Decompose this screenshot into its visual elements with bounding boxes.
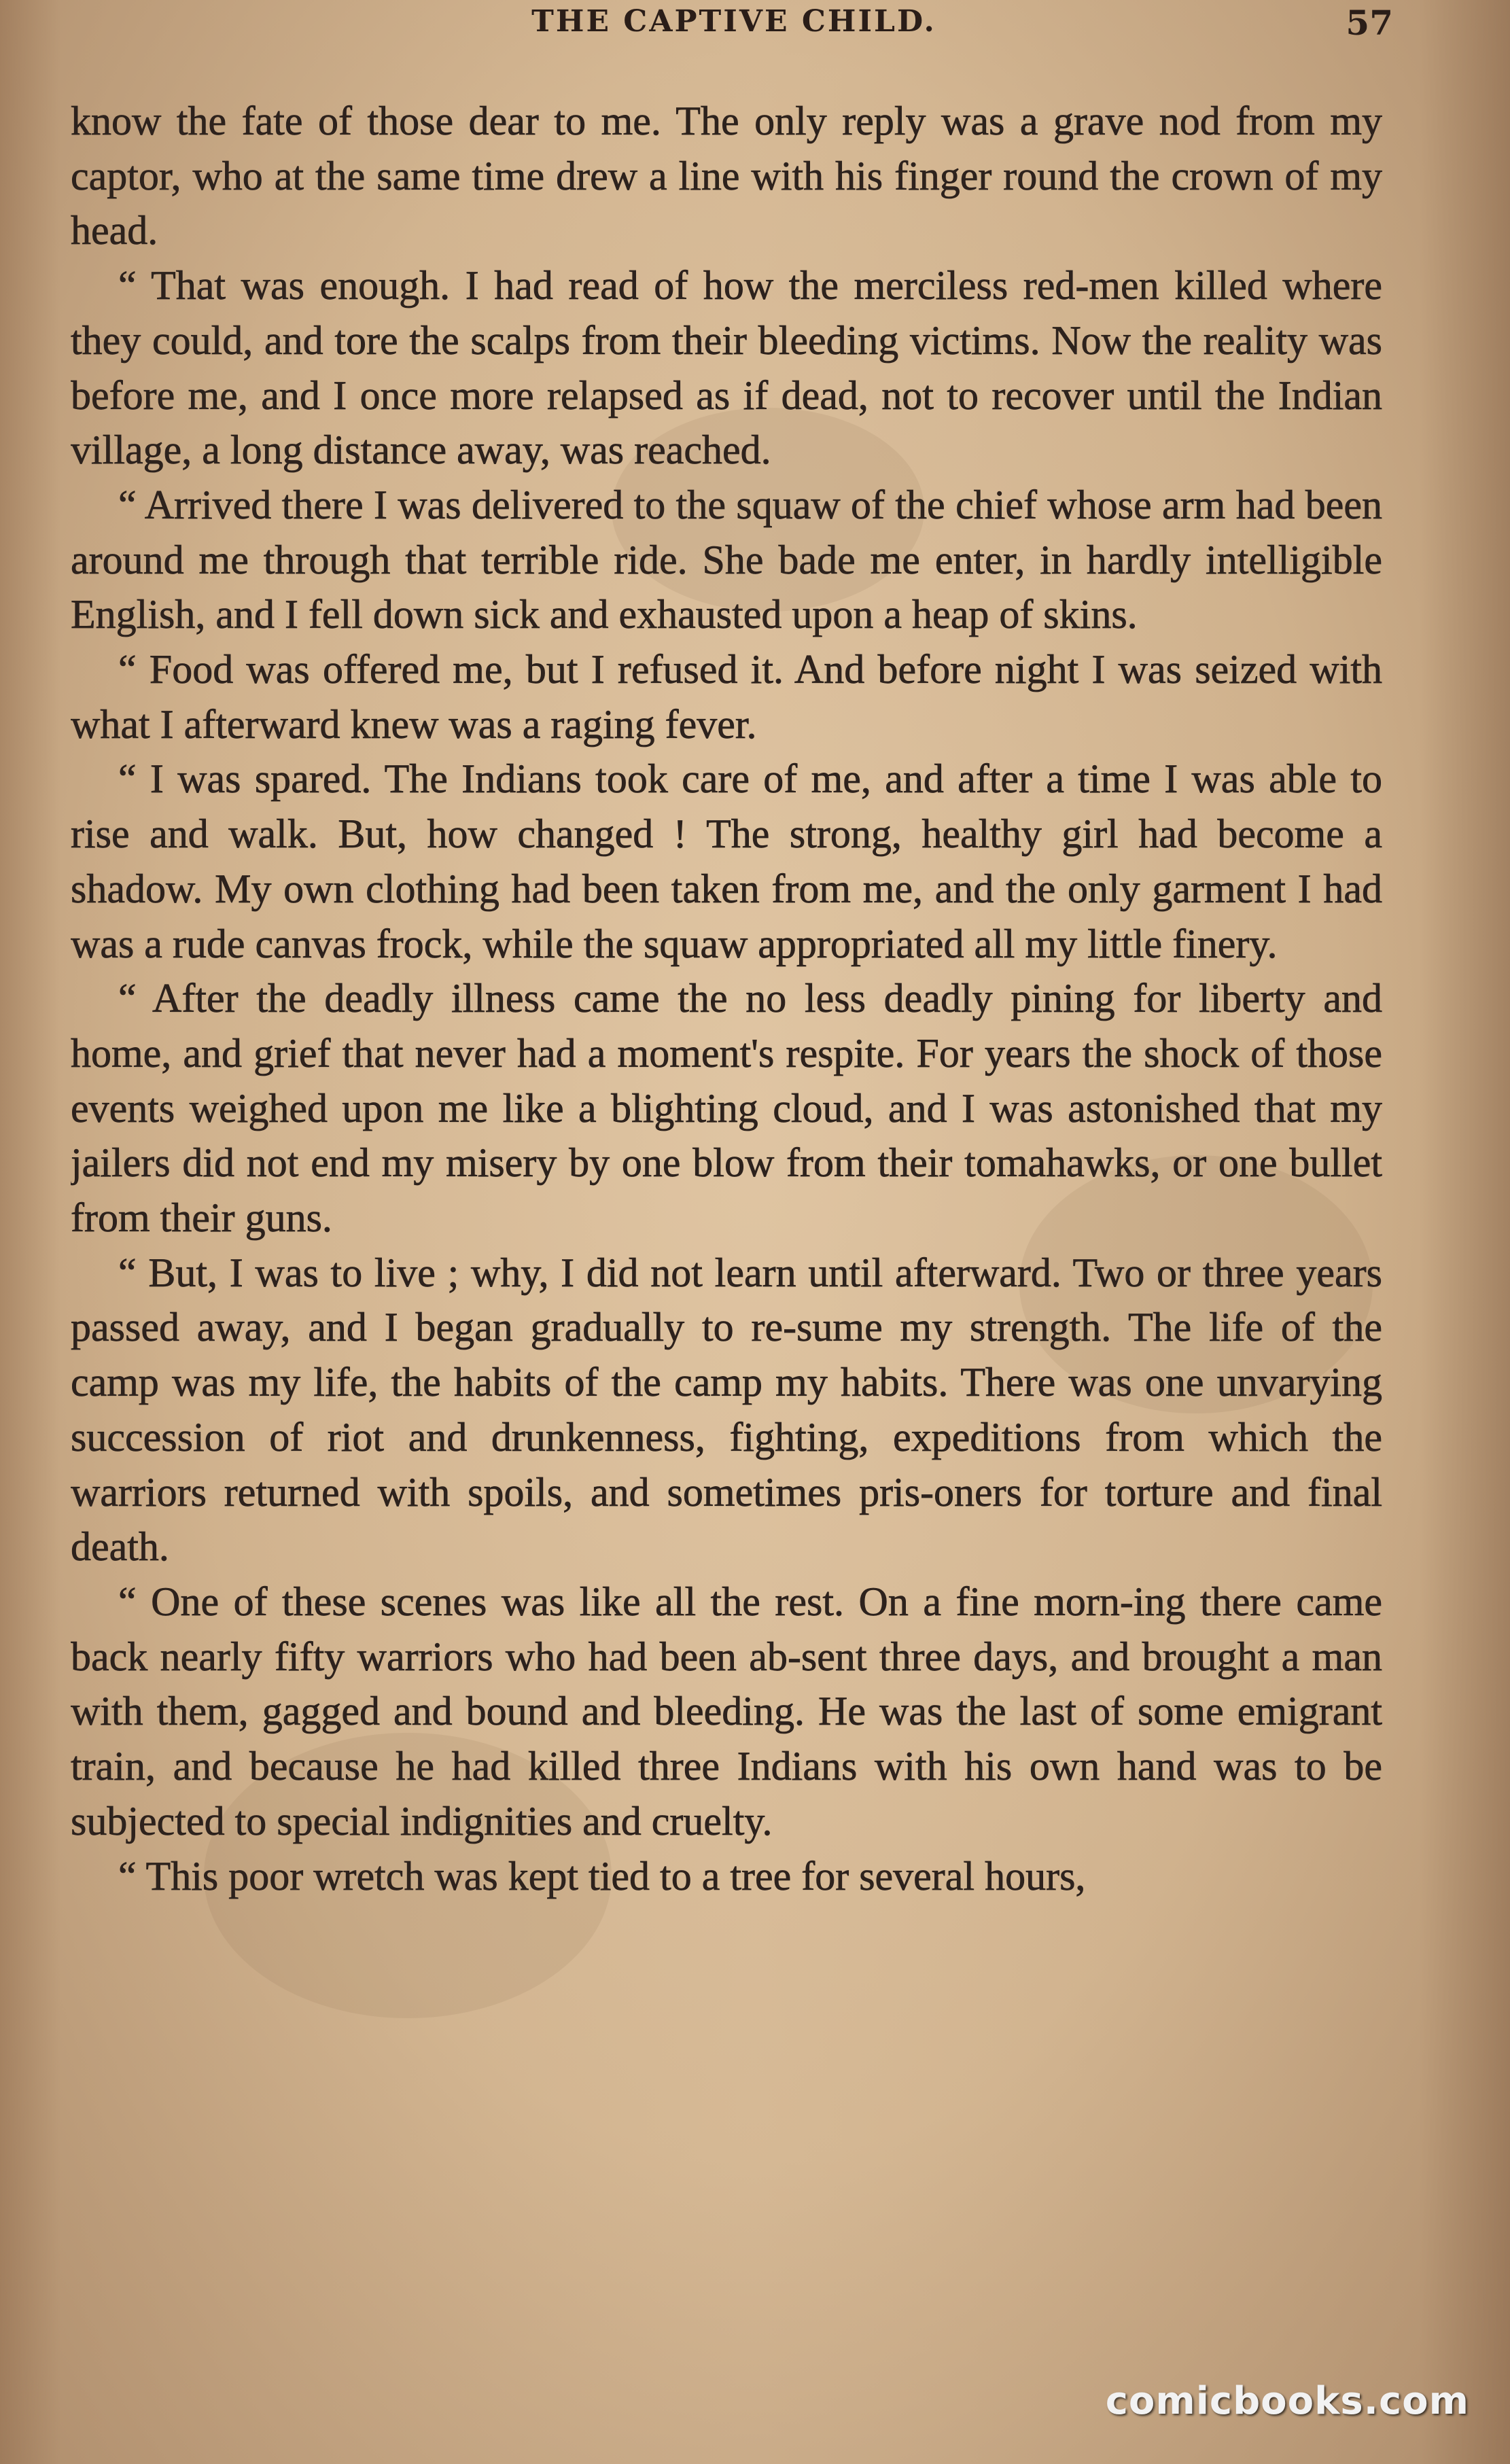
running-title: THE CAPTIVE CHILD. (531, 4, 936, 39)
page-header (75, 3, 1393, 43)
page-number: 57 (1346, 3, 1393, 43)
paragraph: “ But, I was to live ; why, I did not learn until afterward. Two or three years passed away, and I began gradually to re-sume my strength. The life of the camp was my life, the habits of the camp my habits. There was one unvarying succession of riot and drunkenness, fighting, expeditions from which the warriors returned with spoils, and sometimes pris-oners for torture and final death. (71, 1250, 1382, 1570)
body-text (71, 94, 1382, 2309)
paragraph: “ That was enough. I had read of how the merciless red-men killed where they could, and tore the scalps from their bleeding victims. Now the reality was before me, and I once more relapsed as if dead, not to recover until the Indian village, a long distance away, was reached. (71, 263, 1382, 473)
paragraph: “ Arrived there I was delivered to the squaw of the chief whose arm had been around me through that terrible ride. She bade me enter, in hardly intelligible English, and I fell down sick and exhausted upon a heap of skins. (71, 482, 1382, 637)
paragraph: know the fate of those dear to me. The only reply was a grave nod from my captor, who at the same time drew a line with his finger round the crown of my head. (71, 99, 1382, 253)
paragraph: “ One of these scenes was like all the rest. On a fine morn-ing there came back nearly fifty warriors who had been ab-sent three days, and brought a man with them, gagged and bound and bleeding. He was the last of some emigrant train, and because he had killed three Indians with his own hand was to be subjected to special indignities and cruelty. (71, 1579, 1382, 1844)
paragraph: “ I was spared. The Indians took care of me, and after a time I was able to rise and walk. But, how changed ! The strong, healthy girl had become a shadow. My own clothing had been taken from me, and the only garment I had was a rude canvas frock, while the squaw appropriated all my little finery. (71, 756, 1382, 966)
watermark: comicbooks.com (1105, 2379, 1469, 2423)
paragraph: “ Food was offered me, but I refused it. And before night I was seized with what I afterward knew was a raging fever. (71, 647, 1382, 747)
paragraph: “ This poor wretch was kept tied to a tree for several hours, (118, 1853, 1086, 1899)
paragraph: “ After the deadly illness came the no less deadly pining for liberty and home, and grief that never had a moment's respite. For years the shock of those events weighed upon me like a blighting cloud, and I was astonished that my jailers did not end my misery by one blow from their tomahawks, or one bullet from their guns. (71, 976, 1382, 1241)
